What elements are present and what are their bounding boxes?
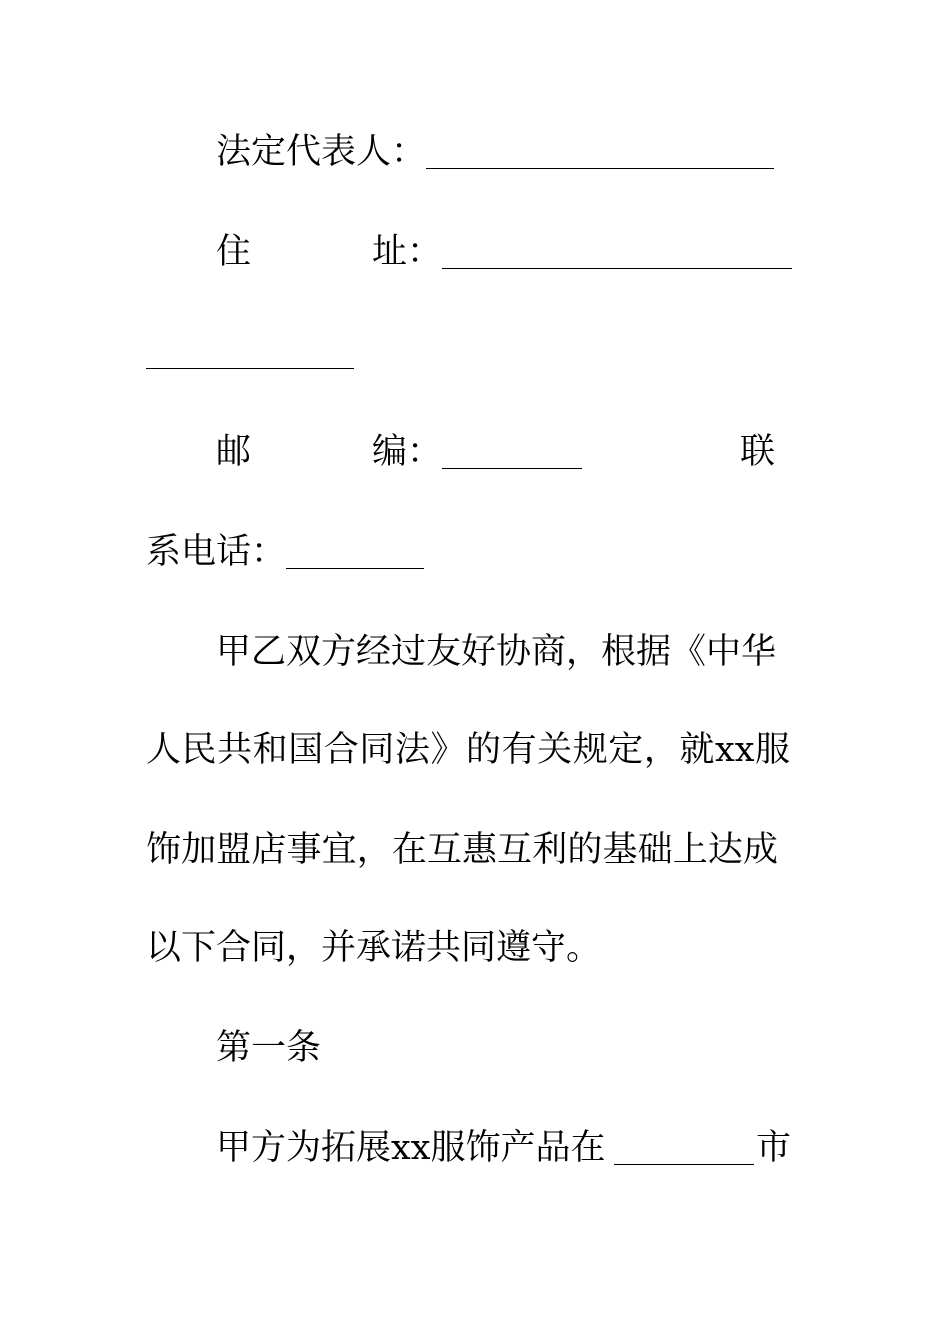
address-label-char-1: 住 xyxy=(216,232,252,272)
paragraph-line-1: 甲乙双方经过友好协商，根据《中华 xyxy=(216,632,777,672)
postcode-label-char-2: 编： xyxy=(372,432,443,472)
paragraph-line-4-row xyxy=(0,918,950,978)
contact-phone-label: 系电话： xyxy=(146,532,287,572)
article-one-heading: 第一条 xyxy=(216,1028,322,1068)
paragraph-line-1-row xyxy=(0,622,950,682)
postcode-row xyxy=(0,422,950,482)
address-label-char-2: 址： xyxy=(372,232,443,272)
address-row xyxy=(0,222,950,282)
address-blank[interactable] xyxy=(442,268,792,269)
paragraph-line-3-row xyxy=(0,820,950,880)
paragraph-line-4: 以下合同，并承诺共同遵守。 xyxy=(146,928,602,968)
postcode-blank[interactable] xyxy=(442,468,582,469)
paragraph-line-3: 饰加盟店事宜，在互惠互利的基础上达成 xyxy=(146,830,778,870)
article-one-heading-row xyxy=(0,1018,950,1078)
legal-representative-row xyxy=(0,122,950,182)
legal-representative-blank[interactable] xyxy=(426,168,774,169)
article-one-text-start: 甲方为拓展xx服饰产品在 xyxy=(216,1128,606,1168)
contact-phone-row xyxy=(0,522,950,582)
paragraph-line-2-row xyxy=(0,720,950,780)
article-one-text-end: 市 xyxy=(756,1128,792,1168)
address-blank-continued[interactable] xyxy=(146,368,354,369)
contact-phone-blank[interactable] xyxy=(286,568,424,569)
paragraph-line-2: 人民共和国合同法》的有关规定，就xx服 xyxy=(146,730,790,770)
legal-representative-label: 法定代表人： xyxy=(216,132,427,172)
article-one-line-row xyxy=(0,1118,950,1178)
contact-label-char-1: 联 xyxy=(740,432,776,472)
postcode-label-char-1: 邮 xyxy=(216,432,252,472)
address-row-continued xyxy=(0,322,950,382)
city-blank[interactable] xyxy=(614,1164,754,1165)
